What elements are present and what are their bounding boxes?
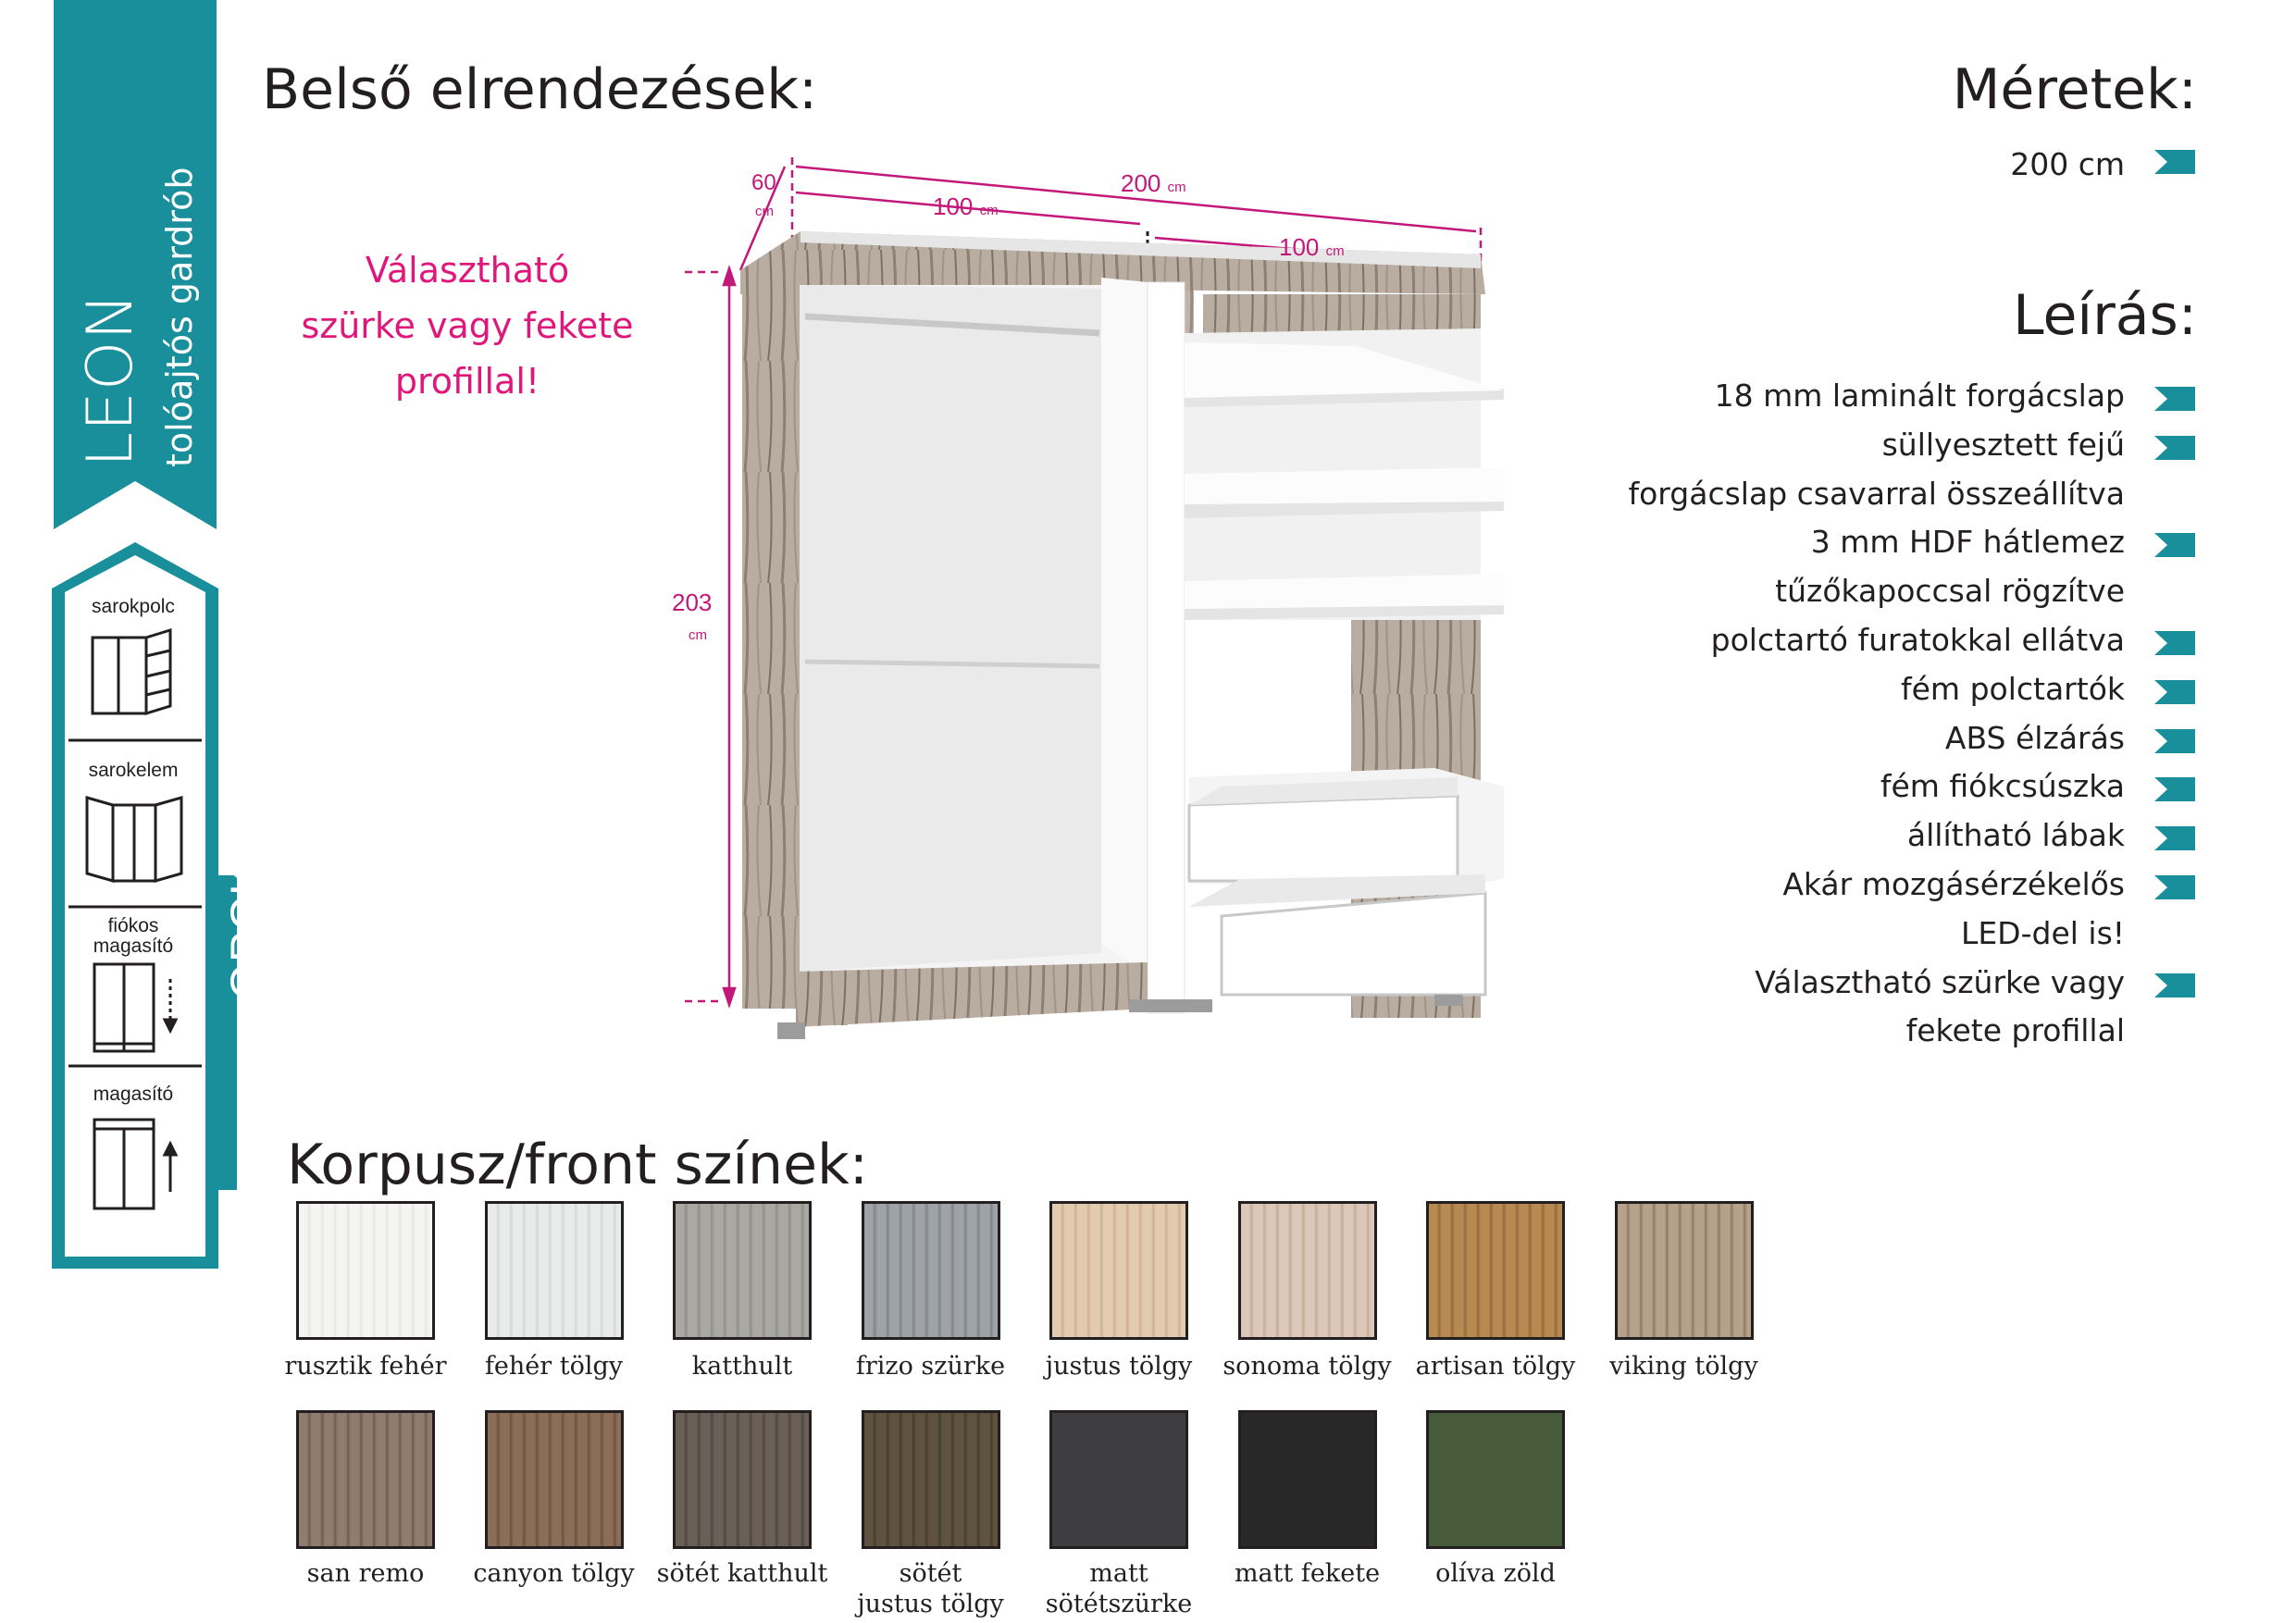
corner-unit-icon: [85, 792, 183, 885]
color-swatch: [673, 1201, 812, 1340]
description-line: állítható lábak: [1906, 817, 2125, 854]
color-swatch-label: justus tölgy: [1045, 1352, 1193, 1381]
left-width-dimension: 100 cm: [933, 192, 999, 220]
product-title: LEON: [74, 291, 147, 467]
depth-dimension: 60 cm: [751, 170, 776, 219]
teal-arrow-icon: [2154, 826, 2195, 850]
height-dimension: 203 cm: [672, 588, 713, 643]
description-line: polctartó furatokkal ellátva: [1710, 622, 2125, 658]
color-swatch: [1238, 1410, 1377, 1549]
color-swatch-label: katthult: [691, 1352, 793, 1381]
description-line: LED-del is!: [1960, 914, 2125, 951]
color-swatch-label: frizo szürke: [855, 1352, 1006, 1381]
description-line: 3 mm HDF hátlemez: [1810, 524, 2125, 561]
teal-arrow-icon: [2154, 387, 2195, 411]
optional-label: sarokpolc: [92, 596, 175, 617]
right-width-dimension: 100 cm: [1279, 233, 1345, 261]
color-swatch: [1049, 1410, 1188, 1549]
optional-label: fiókos magasító: [93, 915, 174, 957]
total-width-dimension: 200 cm: [1121, 169, 1186, 197]
optional-label: magasító: [93, 1084, 174, 1105]
color-swatch: [1238, 1201, 1377, 1340]
teal-arrow-icon: [2154, 875, 2195, 899]
color-swatch: [1049, 1201, 1188, 1340]
description-line: Választható szürke vagy: [1755, 963, 2125, 1000]
description-line: ABS élzárás: [1944, 719, 2125, 756]
color-swatch-label: matt fekete: [1234, 1559, 1381, 1588]
description-line: 18 mm laminált forgácslap: [1714, 378, 2125, 414]
color-swatch-label: sötét katthult: [656, 1559, 828, 1588]
profile-note: Választható szürke vagy fekete profillal!: [301, 250, 634, 402]
teal-arrow-icon: [2154, 680, 2195, 704]
color-swatch-label: sötét justus tölgy: [857, 1559, 1004, 1618]
teal-arrow-icon: [2154, 436, 2195, 460]
color-swatch-label: artisan tölgy: [1415, 1352, 1576, 1381]
teal-arrow-icon: [2154, 973, 2195, 997]
color-swatch: [1426, 1201, 1565, 1340]
teal-arrow-icon: [2154, 631, 2195, 655]
color-swatch: [673, 1410, 812, 1549]
corner-shelf-icon: [91, 628, 176, 717]
color-swatch-label: olíva zöld: [1435, 1559, 1556, 1588]
extension-icon: [93, 1116, 181, 1212]
color-swatch-label: san remo: [306, 1559, 425, 1588]
color-swatch: [485, 1201, 624, 1340]
color-swatch: [1426, 1410, 1565, 1549]
color-swatch: [296, 1410, 435, 1549]
color-swatch-label: matt sötétszürke: [1045, 1559, 1193, 1618]
optional-label: sarokelem: [88, 760, 179, 781]
wardrobe-illustration: [666, 139, 1555, 1064]
color-swatch: [862, 1201, 1000, 1340]
description-line: süllyesztett fejű: [1881, 426, 2125, 463]
color-swatch: [1615, 1201, 1754, 1340]
color-swatch-label: rusztik fehér: [284, 1352, 447, 1381]
description-line: fém fiókcsúszka: [1880, 768, 2125, 805]
drawer-extension-icon: [93, 960, 181, 1055]
layout-heading: Belső elrendezések:: [262, 57, 818, 122]
optional-title: OPCIONÁLIS: [221, 707, 273, 999]
description-line: forgácslap csavarral összeállítva: [1628, 475, 2125, 512]
teal-arrow-icon: [2154, 150, 2195, 174]
color-swatch: [862, 1410, 1000, 1549]
teal-arrow-icon: [2154, 533, 2195, 557]
sizes-heading: Méretek:: [1952, 57, 2197, 122]
teal-arrow-icon: [2154, 777, 2195, 801]
description-line: fém polctartók: [1901, 670, 2125, 707]
color-swatch-label: sonoma tölgy: [1222, 1352, 1392, 1381]
color-swatch: [485, 1410, 624, 1549]
description-line: Akár mozgásérzékelős: [1782, 866, 2125, 902]
color-swatch-label: viking tölgy: [1609, 1352, 1758, 1381]
color-swatch-label: fehér tölgy: [484, 1352, 624, 1381]
color-swatch-label: canyon tölgy: [473, 1559, 635, 1588]
description-line: tűzőkapoccsal rögzítve: [1775, 573, 2125, 610]
description-heading: Leírás:: [2013, 283, 2197, 348]
color-swatch: [296, 1201, 435, 1340]
size-item: 200 cm: [2010, 146, 2125, 182]
teal-arrow-icon: [2154, 729, 2195, 753]
product-subtitle: tolóajtós gardrób: [159, 167, 200, 467]
colors-heading: Korpusz/front színek:: [287, 1133, 868, 1197]
description-line: fekete profillal: [1905, 1012, 2125, 1049]
